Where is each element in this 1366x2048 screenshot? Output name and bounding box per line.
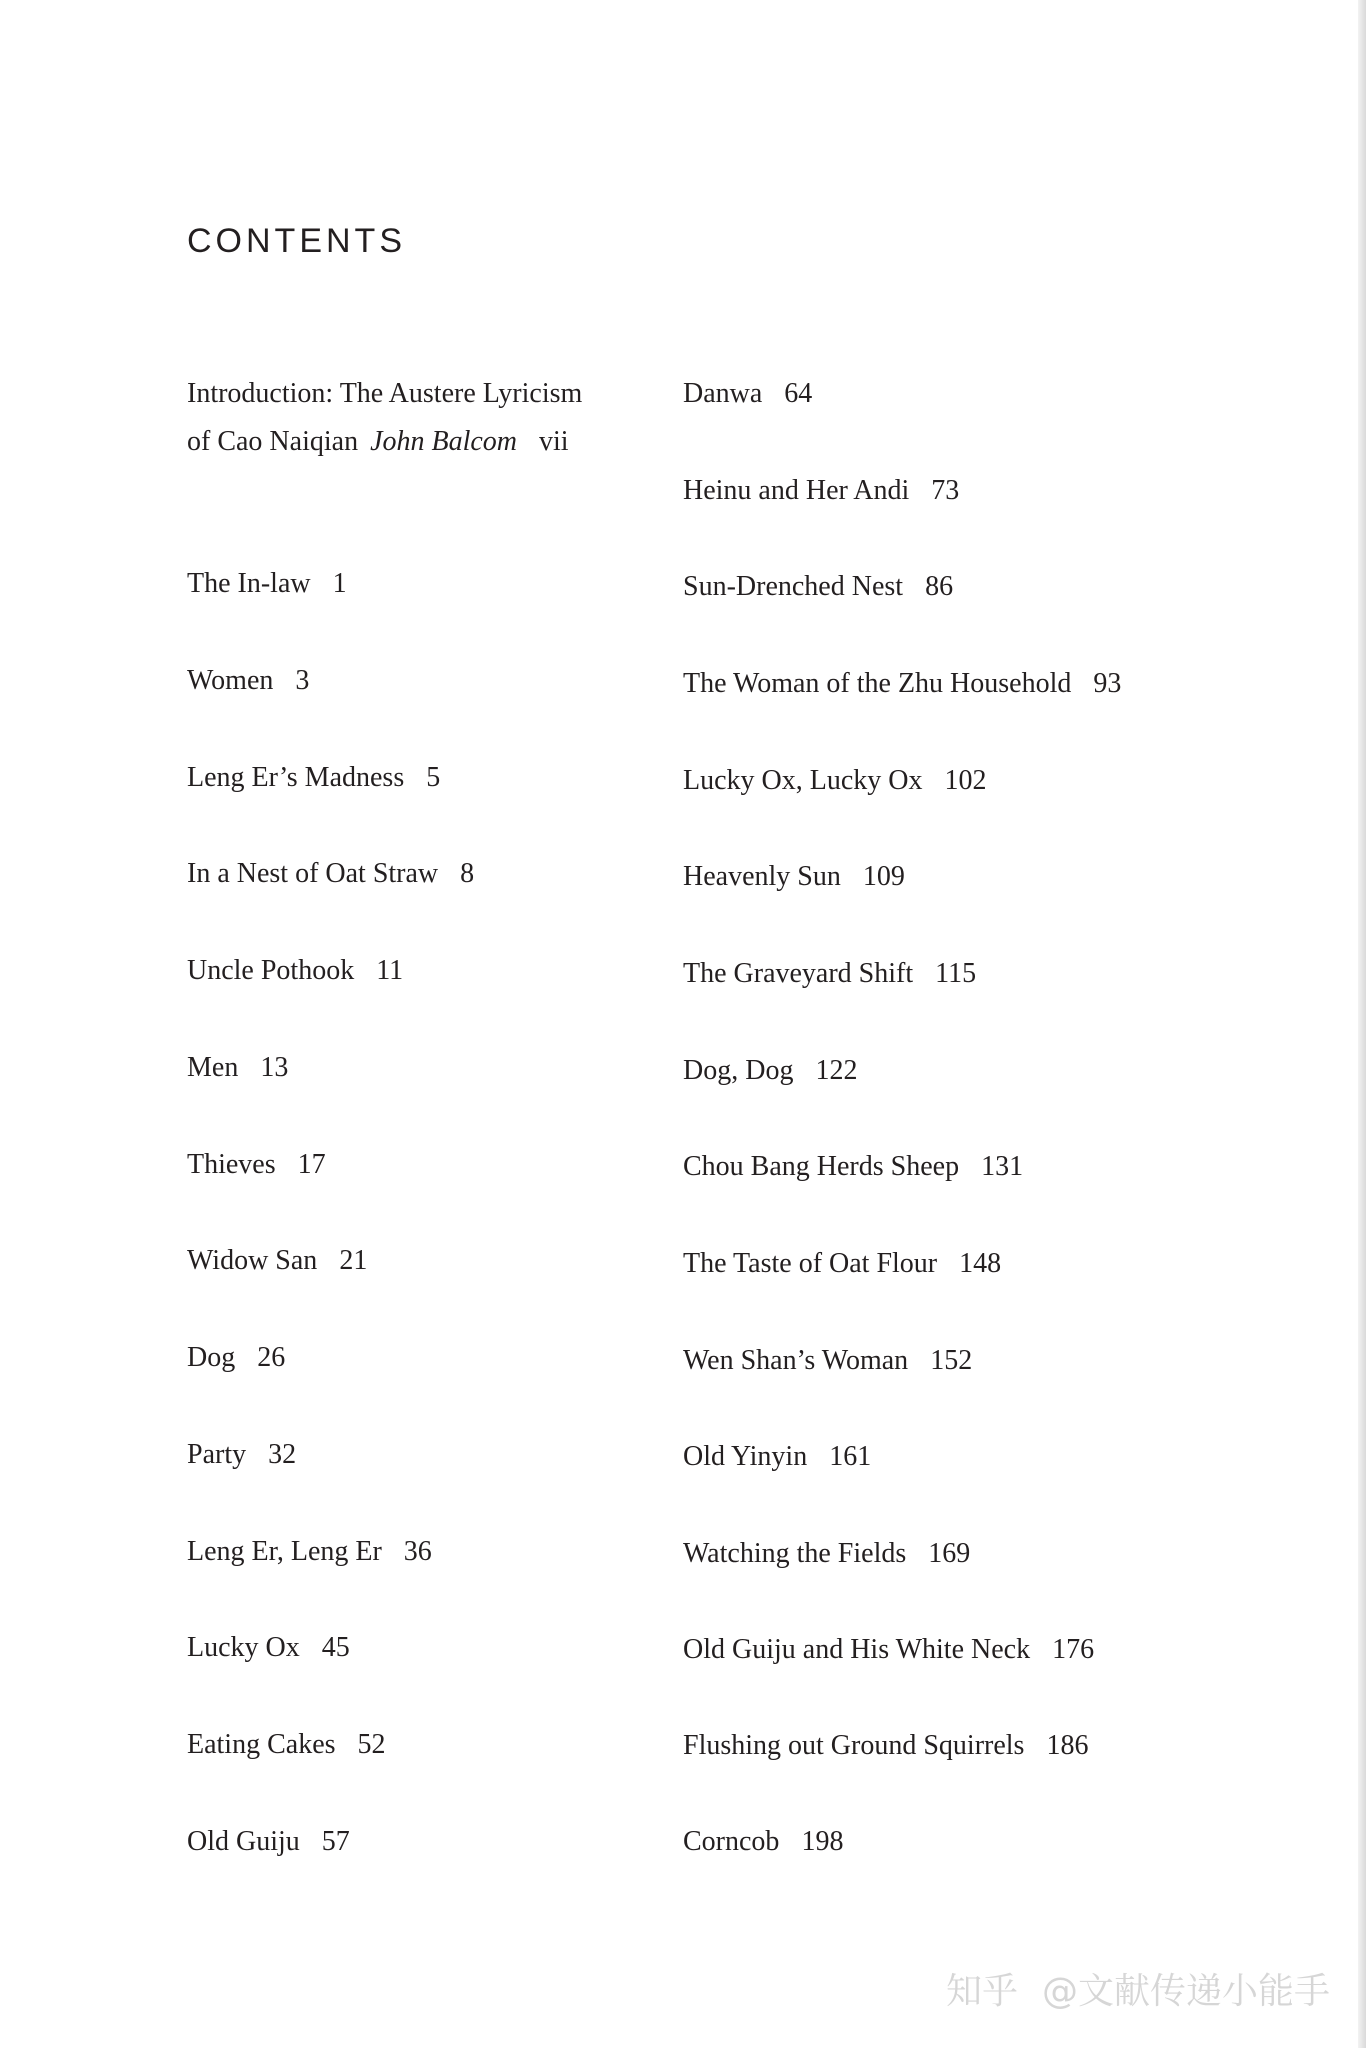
toc-entry xyxy=(187,1237,367,1285)
entry-title: Leng Er, Leng Er xyxy=(187,1536,382,1567)
entry-page-number: 109 xyxy=(862,861,905,892)
intro-line-2-text: of Cao Naiqian xyxy=(187,426,359,457)
entry-page-number: 148 xyxy=(959,1248,1002,1279)
toc-entry xyxy=(683,1530,970,1578)
entry-title: Party xyxy=(187,1439,247,1470)
toc-entry xyxy=(683,1337,972,1385)
toc-entry xyxy=(683,1433,871,1481)
toc-entry xyxy=(683,1047,857,1095)
entry-page-number: 11 xyxy=(376,955,404,986)
entry-title: Men xyxy=(187,1052,239,1083)
entry-title: The In-law xyxy=(187,568,311,599)
entry-page-number: 186 xyxy=(1046,1730,1089,1761)
toc-entry xyxy=(187,560,347,608)
entry-title: Lucky Ox xyxy=(187,1632,300,1663)
entry-title: Lucky Ox, Lucky Ox xyxy=(683,765,923,796)
entry-page-number: 131 xyxy=(981,1151,1024,1182)
toc-entry-introduction xyxy=(187,370,582,466)
entry-page-number: 93 xyxy=(1093,668,1122,699)
entry-page-number: 115 xyxy=(935,958,977,989)
entry-title: Danwa xyxy=(683,378,763,409)
entry-title: Corncob xyxy=(683,1826,780,1857)
entry-page-number: 8 xyxy=(460,858,475,889)
toc-entry xyxy=(683,1626,1094,1674)
toc-entry xyxy=(187,947,403,995)
watermark-handle: @文献传递小能手 xyxy=(1041,1971,1330,2012)
entry-page-number: 161 xyxy=(829,1441,872,1472)
entry-page-number: 5 xyxy=(426,762,441,793)
intro-line-2 xyxy=(187,418,582,466)
entry-page-number: 198 xyxy=(801,1826,844,1857)
entry-page-number: 36 xyxy=(403,1536,432,1567)
page-edge-shadow xyxy=(1358,0,1366,2048)
toc-entry xyxy=(683,370,812,418)
entry-title: Watching the Fields xyxy=(683,1538,907,1569)
watermark xyxy=(946,1963,1330,2014)
toc-entry xyxy=(187,1624,350,1672)
entry-title: In a Nest of Oat Straw xyxy=(187,858,439,889)
entry-page-number: 3 xyxy=(295,665,310,696)
entry-title: Chou Bang Herds Sheep xyxy=(683,1151,960,1182)
entry-title: Leng Er’s Madness xyxy=(187,762,405,793)
entry-page-number: 64 xyxy=(784,378,813,409)
toc-entry xyxy=(187,657,309,705)
entry-title: The Taste of Oat Flour xyxy=(683,1248,938,1279)
entry-title: Women xyxy=(187,665,274,696)
entry-page-number: 32 xyxy=(268,1439,297,1470)
toc-entry xyxy=(187,1334,285,1382)
entry-title: Uncle Pothook xyxy=(187,955,355,986)
toc-entry xyxy=(683,1722,1088,1770)
toc-entry xyxy=(683,1240,1001,1288)
toc-entry xyxy=(187,1141,326,1189)
toc-entry xyxy=(187,1044,288,1092)
intro-author: John Balcom xyxy=(370,426,518,457)
entry-title: Old Guiju and His White Neck xyxy=(683,1634,1031,1665)
page-title: CONTENTS xyxy=(187,222,406,260)
entry-title: Dog, Dog xyxy=(683,1055,794,1086)
entry-title: Thieves xyxy=(187,1149,276,1180)
toc-entry xyxy=(683,660,1121,708)
entry-title: Old Guiju xyxy=(187,1826,300,1857)
entry-title: Widow San xyxy=(187,1245,318,1276)
toc-entry xyxy=(683,563,953,611)
entry-title: The Woman of the Zhu Household xyxy=(683,668,1072,699)
entry-title: Dog xyxy=(187,1342,236,1373)
entry-page-number: 13 xyxy=(260,1052,289,1083)
entry-page-number: 1 xyxy=(332,568,347,599)
entry-page-number: 73 xyxy=(931,475,960,506)
toc-entry xyxy=(683,1818,843,1866)
toc-entry xyxy=(683,1143,1023,1191)
toc-entry xyxy=(683,467,959,515)
entry-page-number: 21 xyxy=(339,1245,368,1276)
intro-line-1: Introduction: The Austere Lyricism xyxy=(187,378,583,409)
entry-title: Sun-Drenched Nest xyxy=(683,571,904,602)
entry-page-number: 52 xyxy=(357,1729,386,1760)
entry-page-number: 45 xyxy=(321,1632,350,1663)
toc-entry xyxy=(683,950,976,998)
entry-title: The Graveyard Shift xyxy=(683,958,914,989)
entry-page-number: 86 xyxy=(925,571,954,602)
watermark-site: 知乎 xyxy=(945,1971,1018,2012)
entry-title: Old Yinyin xyxy=(683,1441,808,1472)
entry-title: Flushing out Ground Squirrels xyxy=(683,1730,1025,1761)
entry-page-number: 169 xyxy=(928,1538,971,1569)
entry-title: Wen Shan’s Woman xyxy=(683,1345,909,1376)
toc-entry xyxy=(187,1721,386,1769)
entry-page-number: 152 xyxy=(930,1345,973,1376)
entry-title: Heinu and Her Andi xyxy=(683,475,910,506)
entry-title: Eating Cakes xyxy=(187,1729,336,1760)
intro-page-number: vii xyxy=(539,426,569,457)
entry-page-number: 176 xyxy=(1052,1634,1095,1665)
entry-page-number: 57 xyxy=(321,1826,350,1857)
toc-entry xyxy=(683,853,905,901)
toc-entry xyxy=(683,757,987,805)
toc-entry xyxy=(187,754,440,802)
entry-title: Heavenly Sun xyxy=(683,861,841,892)
toc-entry xyxy=(187,1528,432,1576)
entry-page-number: 17 xyxy=(297,1149,326,1180)
entry-page-number: 122 xyxy=(815,1055,858,1086)
toc-entry xyxy=(187,1431,296,1479)
toc-entry xyxy=(187,850,474,898)
entry-page-number: 102 xyxy=(944,765,987,796)
toc-entry xyxy=(187,1818,350,1866)
entry-page-number: 26 xyxy=(257,1342,286,1373)
